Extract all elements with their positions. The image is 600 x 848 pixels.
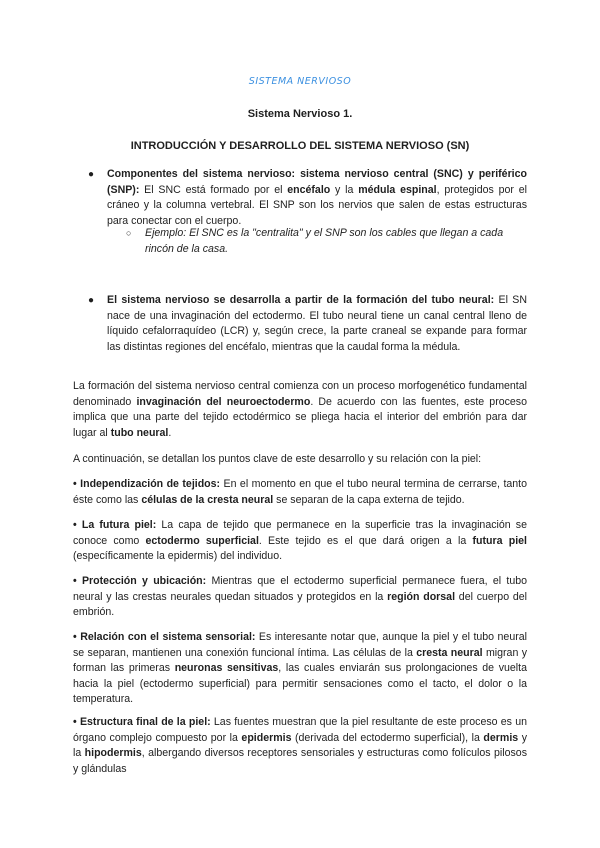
text-run: y la: [330, 183, 359, 196]
text-run: El SNC está formado por el: [139, 183, 288, 196]
point-lead: • Protección y ubicación:: [73, 575, 207, 587]
bullet-components: [88, 167, 527, 229]
point-protection: [73, 574, 527, 621]
example-subbullet: [128, 226, 527, 257]
bold-term: futura piel: [472, 534, 527, 547]
text-run: (específicamente la epidermis) del individuo.: [73, 550, 283, 563]
page-title: Sistema Nervioso 1.: [247, 108, 353, 120]
bullet-marker: ●: [88, 295, 95, 306]
bullet-components-text: [107, 167, 527, 229]
bold-term: epidermis: [241, 731, 292, 744]
bold-term: células de la cresta neural: [141, 493, 274, 506]
example-text: Ejemplo: El SNC es la "centralita" y el SNP son los cables que llegan a cada rincón de la casa.: [145, 227, 504, 255]
header-title: SISTEMA NERVIOSO: [248, 76, 352, 87]
text-run: del cuerpo del embrión.: [73, 590, 527, 619]
subbullet-marker: ○: [126, 228, 132, 238]
text-run: En el momento en que el tubo neural termina de cerrarse, tanto éste como las: [73, 478, 528, 506]
text-run: . De acuerdo con las fuentes, este proceso implica que una parte del tejido ectodérmico se pliega hacia el interior del embrión para dar lugar al: [73, 395, 527, 439]
point-skin-structure: [73, 715, 527, 777]
point-lead: • Independización de tejidos:: [73, 478, 221, 490]
bullet-neural-tube: [88, 293, 528, 355]
text-run: .: [168, 426, 172, 439]
point-independence: [73, 477, 527, 508]
text-run: , las cuales enviarán sus prolongaciones de vuelta hacia la piel (ectodermo superficial) para permitir sensaciones como el tacto, el dolor o la temperatura.: [73, 662, 527, 706]
bold-term: invaginación del neuroectodermo: [136, 395, 311, 408]
bullet-marker: ●: [88, 169, 95, 180]
paragraph-invagination: [73, 379, 527, 441]
text-run: . Este tejido es el que dará origen a la: [258, 534, 473, 547]
text-run: , protegidos por el cráneo y la columna vertebral. El SNP son los nervios que salen de estas estructuras para conectar con el cuerpo.: [107, 183, 527, 227]
point-sensory: [73, 630, 527, 708]
text-run: El SN nace de una invaginación del ectodermo. El tubo neural tiene un canal central lleno de líquido cefalorraquídeo (LCR) y, según crece, la parte craneal se expande para formar las distintas regiones del encéfalo, mientras que la caudal forma la médula.: [107, 294, 528, 353]
bullet-neural-tube-text: [107, 293, 527, 355]
text-run: (derivada del ectodermo superficial), la: [291, 731, 484, 744]
bold-term: ectodermo superficial: [145, 534, 259, 547]
text-run: La capa de tejido que permanece en la superficie tras la invaginación se conoce como: [73, 519, 527, 547]
point-lead: • Estructura final de la piel:: [73, 716, 211, 728]
bullet-neural-tube-lead: El sistema nervioso se desarrolla a partir de la formación del tubo neural:: [107, 294, 495, 306]
text-run: se separan de la capa externa de tejido.: [273, 493, 465, 506]
text-run: y la: [73, 731, 527, 760]
text-run: , albergando diversos receptores sensoriales y estructuras como folículos pilosos y glándulas: [73, 747, 527, 775]
bold-term: tubo neural: [110, 426, 169, 439]
bold-term: neuronas sensitivas: [174, 662, 279, 675]
bold-term: dermis: [483, 731, 519, 744]
bold-term: hipodermis: [84, 747, 142, 760]
section-heading: INTRODUCCIÓN Y DESARROLLO DEL SISTEMA NERVIOSO (SN): [130, 140, 470, 152]
bold-term: encéfalo: [287, 183, 331, 196]
text-run: Mientras que el ectodermo superficial permanece fuera, el tubo neural y las crestas neurales quedan situados y protegidos en la: [73, 575, 527, 603]
bullet-components-lead: Componentes del sistema nervioso: sistema nervioso central (SNC) y periférico (SNP):: [107, 168, 527, 196]
text-run: Es interesante notar que, aunque la piel y el tubo neural se separan, mantienen una conexión funcional íntima. Las células de la: [73, 631, 527, 659]
bold-term: médula espinal: [358, 183, 437, 196]
paragraph-intro-points: A continuación, se detallan los puntos clave de este desarrollo y su relación con la piel:: [73, 453, 482, 465]
point-lead: • Relación con el sistema sensorial:: [73, 631, 256, 643]
point-lead: • La futura piel:: [73, 519, 157, 531]
point-future-skin: [73, 518, 527, 565]
bold-term: región dorsal: [387, 590, 456, 603]
text-run: Las fuentes muestran que la piel resultante de este proceso es un órgano complejo compuesto por la: [73, 716, 527, 744]
text-run: La formación del sistema nervioso central comienza con un proceso morfogenético fundamental denominado: [73, 380, 527, 408]
text-run: migran y forman las primeras: [73, 646, 527, 675]
bold-term: cresta neural: [416, 646, 483, 659]
